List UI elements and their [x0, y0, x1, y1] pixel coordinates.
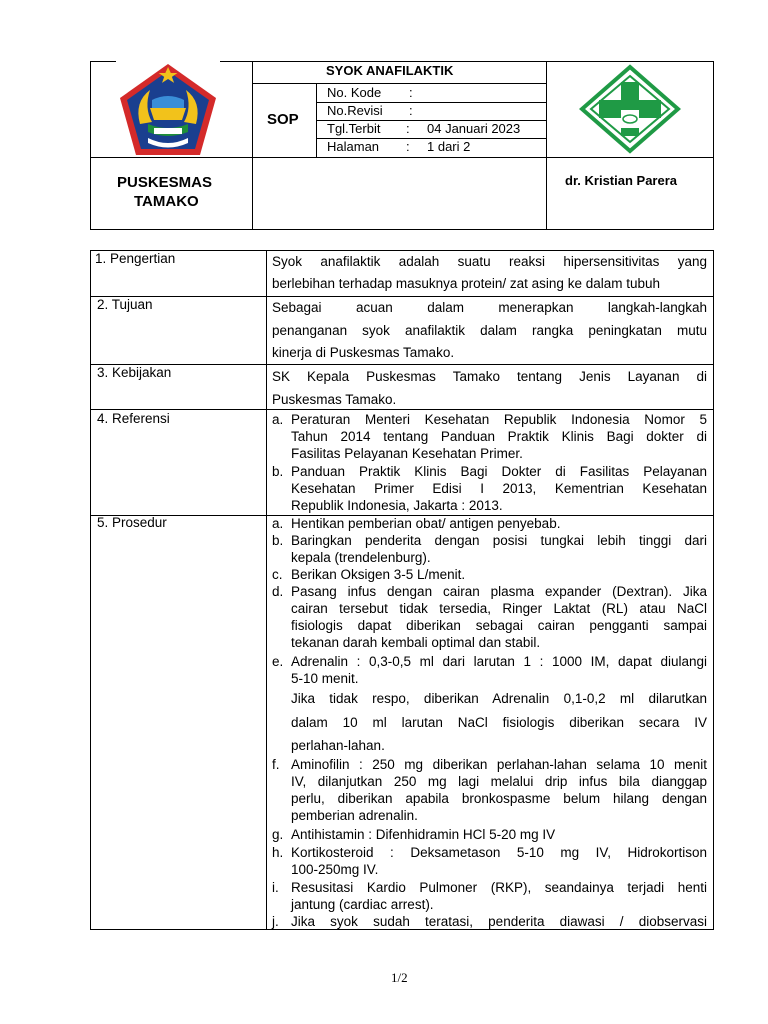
item-letter: g. [272, 827, 284, 842]
field-label-revisi: No.Revisi [327, 103, 383, 118]
puskesmas-logo [579, 64, 681, 154]
tujuan-text [272, 297, 707, 365]
item-line: tekanan darah kembali optimal dan stabil. [291, 635, 541, 650]
tujuan-line: kinerja di Puskesmas Tamako. [272, 345, 455, 360]
label-prosedur: 5. Prosedur [97, 515, 167, 530]
item-line: Pasang infus dengan cairan plasma expander (Dextran). Jika [291, 584, 707, 599]
field-value-halaman: 1 dari 2 [427, 139, 471, 154]
tujuan-line: penanganan syok anafilaktik dalam rangka peningkatan mutu [272, 322, 707, 338]
item-line: Peraturan Menteri Kesehatan Republik Indonesia Nomor 5 [291, 412, 707, 427]
item-line: cairan tersebut tidak tersedia, Ringer Laktat (RL) atau NaCl [291, 601, 707, 616]
label-kebijakan: 3. Kebijakan [97, 365, 172, 380]
item-line: jantung (cardiac arrest). [291, 897, 434, 912]
item-line: Baringkan penderita dengan posisi tungkai lebih tinggi dari [291, 533, 707, 548]
item-line: Aminofilin : 250 mg diberikan perlahan-lahan selama 10 menit [291, 757, 707, 772]
item-line: Berikan Oksigen 3-5 L/menit. [291, 567, 466, 582]
item-line: perlahan-lahan. [291, 738, 385, 753]
field-value-terbit: 04 Januari 2023 [427, 121, 521, 136]
field-label-terbit: Tgl.Terbit [327, 121, 381, 136]
pengertian-line: berlebihan terhadap masuknya protein/ zat asing ke dalam tubuh [272, 276, 660, 291]
item-line: 100-250mg IV. [291, 862, 379, 877]
item-letter: b. [272, 464, 284, 479]
item-letter: j. [272, 914, 279, 929]
item-line: Hentikan pemberian obat/ antigen penyebab. [291, 516, 561, 531]
item-line: Fasilitas Pelayanan Kesehatan Primer. [291, 446, 523, 461]
item-letter: a. [272, 516, 284, 531]
item-letter: d. [272, 584, 284, 599]
label-referensi: 4. Referensi [97, 411, 170, 426]
item-line: Resusitasi Kardio Pulmoner (RKP), seandainya terjadi henti [291, 880, 707, 895]
item-line: Tahun 2014 tentang Panduan Praktik Klinis Bagi dokter di [291, 429, 707, 444]
kebijakan-line: Puskesmas Tamako. [272, 392, 397, 407]
tujuan-line: Sebagai acuan dalam menerapkan langkah-langkah [272, 300, 707, 315]
item-line: Republik Indonesia, Jakarta : 2013. [291, 498, 503, 513]
item-line: kepala (trendelenburg). [291, 550, 431, 565]
item-letter: h. [272, 845, 284, 860]
item-letter: b. [272, 533, 284, 548]
item-letter: e. [272, 654, 284, 669]
item-line: Jika tidak respo, diberikan Adrenalin 0,1-0,2 ml dilarutkan [291, 691, 707, 706]
sop-label: SOP [267, 111, 299, 128]
item-line: Antihistamin : Difenhidramin HCl 5-20 mg IV [291, 827, 556, 842]
field-sep-kode: : [409, 85, 413, 100]
document-title: SYOK ANAFILAKTIK [326, 63, 454, 78]
item-line: dalam 10 ml larutan NaCl fisiologis diberikan secara IV [291, 714, 707, 730]
page-number: 1/2 [391, 970, 408, 985]
field-sep-halaman: : [406, 139, 410, 154]
pengertian-line: Syok anafilaktik adalah suatu reaksi hipersensitivitas yang [272, 254, 707, 269]
item-letter: a. [272, 412, 284, 427]
item-line: perlu, diberikan apabila bronkospasme belum hilang dengan [291, 791, 707, 806]
item-line: Adrenalin : 0,3-0,5 ml dari larutan 1 : 1000 IM, dapat diulangi [291, 654, 707, 669]
field-label-halaman: Halaman [327, 139, 380, 154]
org-name-line1: PUSKESMAS [117, 174, 213, 191]
label-tujuan: 2. Tujuan [97, 297, 153, 312]
item-letter: i. [272, 880, 279, 895]
item-line: Panduan Praktik Klinis Bagi Dokter di Fasilitas Pelayanan [291, 464, 707, 479]
field-label-kode: No. Kode [327, 85, 382, 100]
item-letter: f. [272, 757, 280, 772]
item-line: fisiologis dapat diberikan sebagai cairan pengganti sampai [291, 618, 707, 633]
org-name-line2: TAMAKO [134, 193, 199, 210]
label-pengertian: 1. Pengertian [95, 251, 176, 266]
item-line: Jika syok sudah teratasi, penderita diawasi / diobservasi [291, 914, 707, 929]
field-sep-revisi: : [409, 103, 413, 118]
item-line: IV, dilanjutkan 250 mg lagi melalui drip infus bila dianggap [291, 774, 707, 789]
kebijakan-line: SK Kepala Puskesmas Tamako tentang Jenis Layanan di [272, 369, 707, 384]
field-sep-terbit: : [406, 121, 410, 136]
item-line: pemberian adrenalin. [291, 808, 418, 823]
signatory-name: dr. Kristian Parera [565, 173, 677, 188]
pengertian-text [272, 251, 707, 295]
item-line: Kesehatan Primer Edisi I 2013, Kementrian Kesehatan [291, 481, 707, 496]
item-line: 5-10 menit. [291, 671, 359, 686]
item-letter: c. [272, 567, 283, 582]
regional-emblem-logo [118, 62, 218, 158]
kebijakan-text [272, 365, 707, 411]
item-line: Kortikosteroid : Deksametason 5-10 mg IV, Hidrokortison [291, 845, 707, 860]
